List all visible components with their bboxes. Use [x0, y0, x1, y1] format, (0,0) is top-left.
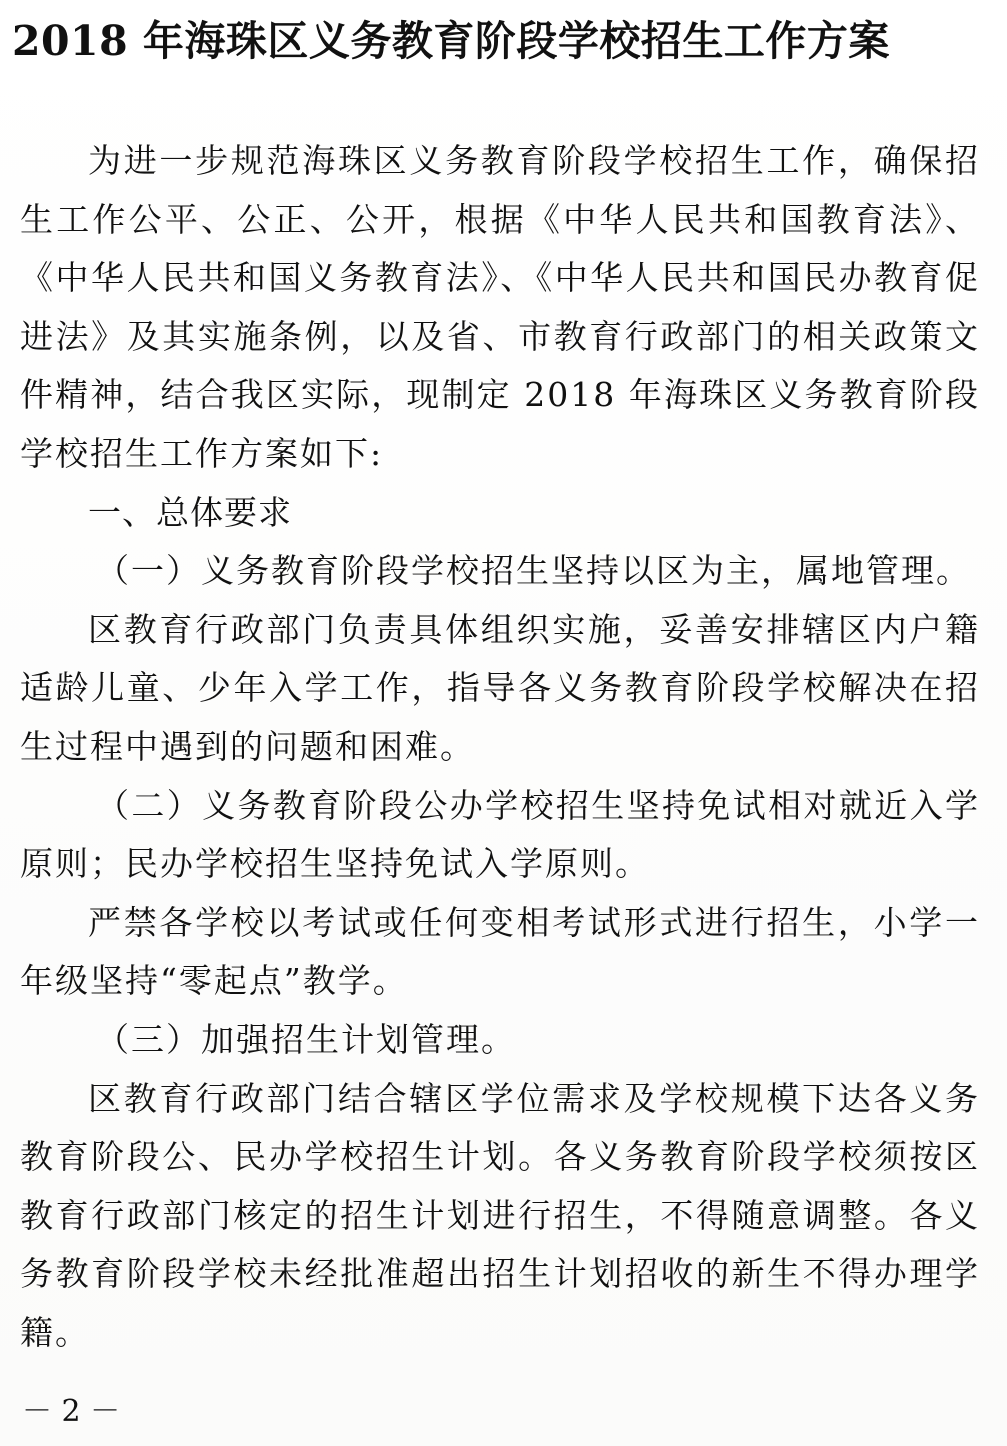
- page-number: － 2 －: [22, 1394, 121, 1429]
- requirement-item-1: （一）义务教育阶段学校招生坚持以区为主，属地管理。: [96, 551, 971, 591]
- requirement-item-3: （三）加强招生计划管理。: [96, 1019, 516, 1059]
- requirement-item-3-detail: 区教育行政部门结合辖区学位需求及学校规模下达各义务教育阶段公、民办学校招生计划。各义务教育阶段学校须按区教育行政部门核定的招生计划进行招生，不得随意调整。各义务教育阶段学校未经批准超出招生计划招收的新生不得办理学籍。: [20, 1078, 980, 1352]
- document-title: 2018 年海珠区义务教育阶段学校招生工作方案: [12, 17, 890, 65]
- section-heading-general-requirements: 一、总体要求: [88, 492, 292, 532]
- document-body: [20, 132, 980, 1362]
- requirement-item-1-detail: 区教育行政部门负责具体组织实施，妥善安排辖区内户籍适龄儿童、少年入学工作，指导各义务教育阶段学校解决在招生过程中遇到的问题和困难。: [20, 609, 980, 766]
- requirement-item-2: （二）义务教育阶段公办学校招生坚持免试相对就近入学原则；民办学校招生坚持免试入学原则。: [20, 785, 980, 884]
- intro-paragraph: 为进一步规范海珠区义务教育阶段学校招生工作，确保招生工作公平、公正、公开，根据《中华人民共和国教育法》、《中华人民共和国义务教育法》、《中华人民共和国民办教育促进法》及其实施条例，以及省、市教育行政部门的相关政策文件精神，结合我区实际，现制定 2018 年海珠区义务教育阶段学校招生工作方案如下:: [20, 141, 980, 473]
- requirement-item-2-detail: 严禁各学校以考试或任何变相考试形式进行招生，小学一年级坚持“零起点”教学。: [20, 902, 980, 1001]
